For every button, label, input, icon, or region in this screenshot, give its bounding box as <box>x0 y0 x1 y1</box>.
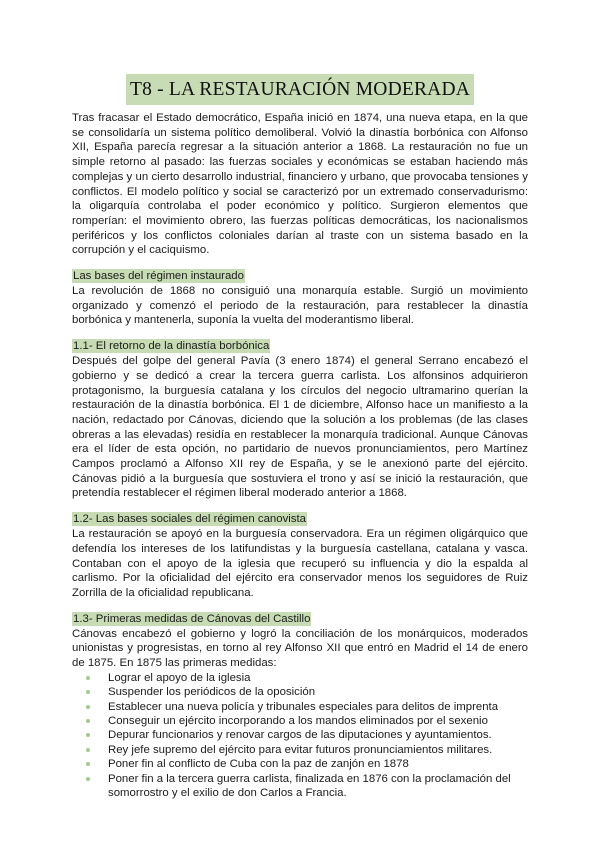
section-retorno <box>72 334 528 501</box>
list-item-text: Establecer una nueva policía y tribunales especiales para delitos de imprenta <box>108 700 499 713</box>
section-primeras-medidas <box>72 607 528 801</box>
bullet-icon <box>86 705 90 709</box>
document-page <box>72 74 528 800</box>
list-item <box>86 772 528 801</box>
list-item <box>86 743 528 757</box>
bullet-icon <box>86 676 90 680</box>
intro-paragraph: Tras fracasar el Estado democrático, España inició en 1874, una nueva etapa, en la que se consolidaría un sistema político demoliberal. Volvió la dinastía borbónica con Alfonso XII, España parecía regresar a la situación anterior a 1868. La restauración no fue un simple retorno al pasado: las fuerzas sociales y económicas se estaban haciendo más complejas y un cierto desarrollo industrial, financiero y urbano, que provocaba tensiones y conflictos. El modelo político y social se caracterizó por un extremado conservadurismo: la oligarquía controlaba el poder económico y político. Surgieron elementos que romperían: el movimiento obrero, las fuerzas políticas democráticas, los nacionalismos periféricos y los conflictos coloniales darían al traste con un sistema basado en la corrupción y el caciquismo. <box>72 112 528 257</box>
list-item-text: Rey jefe supremo del ejército para evitar futuros pronunciamientos militares. <box>108 743 493 756</box>
bullet-icon <box>86 748 90 752</box>
bullet-icon <box>86 762 90 766</box>
list-item <box>86 728 528 742</box>
section-text: Cánovas encabezó el gobierno y logró la conciliación de los monárquicos, moderados unionistas y progresistas, en torno al rey Alfonso XII que entró en Madrid el 14 de enero de 1875. En 1875 las primeras medidas: <box>72 627 528 670</box>
section-heading: 1.2- Las bases sociales del régimen canovista <box>73 513 307 526</box>
list-item <box>86 757 528 771</box>
bullet-icon <box>86 719 90 723</box>
section-text: La restauración se apoyó en la burguesía conservadora. Era un régimen oligárquico que defendía los intereses de los latifundistas y la burguesía castellana, catalana y vasca. Contaban con el apoyo de la iglesia que recuperó su influencia y dio la espalda al carlismo. Por la oficialidad del ejército era conservador menos los seguidores de Ruiz Zorrilla de la oficialidad republicana. <box>72 528 528 599</box>
list-item-text: Suspender los periódicos de la oposición <box>108 686 316 699</box>
list-item <box>86 671 528 685</box>
list-item-text: Depurar funcionarios y renovar cargos de las diputaciones y ayuntamientos. <box>108 729 492 742</box>
section-text: La revolución de 1868 no consiguió una monarquía estable. Surgió un movimiento organizado y comenzó el periodo de la restauración, para restablecer la dinastía borbónica y mantenerla, suponía la vuelta del moderantismo liberal. <box>72 285 528 327</box>
list-item-text: Poner fin al conflicto de Cuba con la paz de zanjón en 1878 <box>108 758 409 771</box>
title-block <box>72 74 528 105</box>
list-item <box>86 700 528 714</box>
measures-list <box>72 671 528 801</box>
bullet-icon <box>86 777 90 781</box>
section-bases-sociales <box>72 507 528 601</box>
page-title: T8 - LA RESTAURACIÓN MODERADA <box>126 74 474 105</box>
bullet-icon <box>86 733 90 737</box>
list-item-text: Conseguir un ejército incorporando a los mandos eliminados por el sexenio <box>108 715 488 728</box>
section-text: Después del golpe del general Pavía (3 enero 1874) el general Serrano encabezó el gobierno y se dedicó a crear la tercera guerra carlista. Los alfonsinos adquirieron protagonismo, la burguesía catalana y los círculos del negocio ultramarino querían la restauración de la dinastía borbónica. El 1 de diciembre, Alfonso hace un manifiesto a la nación, redactado por Cánovas, diciendo que la solución a los problemas (de las clases obreras a las elevadas) residía en restablecer la monarquía tradicional. Aunque Cánovas era el líder de esta opción, no partidario de nuevos pronunciamientos, pero Martínez Campos proclamó a Alfonso XII rey de España, y se le anexionó parte del ejército. Cánovas pidió a la burguesía que sostuviera el trono y así se inició la restauración, que pretendía restablecer el régimen liberal moderado anterior a 1868. <box>72 355 528 500</box>
list-item-text: Lograr el apoyo de la iglesia <box>108 671 251 684</box>
section-heading: 1.1- El retorno de la dinastía borbónica <box>73 340 270 353</box>
section-heading: 1.3- Primeras medidas de Cánovas del Castillo <box>73 612 311 625</box>
list-item <box>86 685 528 699</box>
bullet-icon <box>86 690 90 694</box>
section-heading: Las bases del régimen instaurado <box>73 270 244 283</box>
list-item <box>86 714 528 728</box>
list-item-text: Poner fin a la tercera guerra carlista, finalizada en 1876 con la proclamación del somorrostro y el exilio de don Carlos a Francia. <box>108 772 511 800</box>
section-bases <box>72 264 528 328</box>
